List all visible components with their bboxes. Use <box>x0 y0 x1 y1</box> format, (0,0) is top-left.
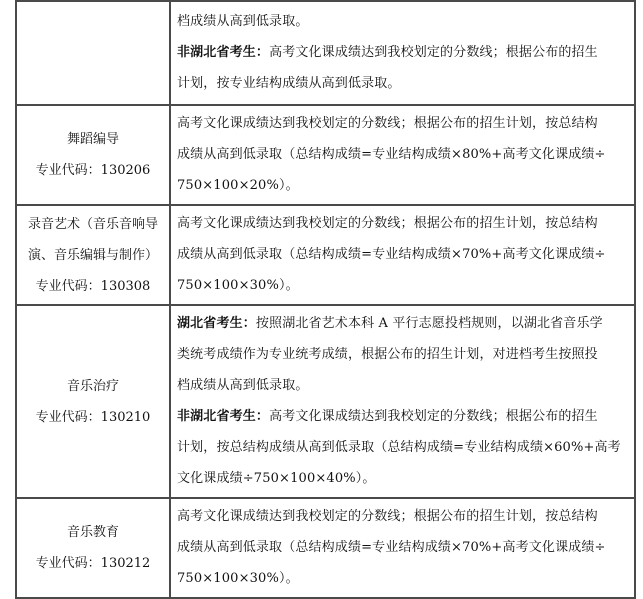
major-name-cell <box>16 498 170 598</box>
table-row <box>16 205 635 305</box>
major-name-line: 音乐教育 <box>66 525 119 540</box>
rule-text: 成绩从高到低录取（总结构成绩=专业结构成绩×80%+高考文化课成绩÷ <box>177 147 606 162</box>
rule-text: 成绩从高到低录取（总结构成绩=专业结构成绩×70%+高考文化课成绩÷ <box>177 540 606 555</box>
major-name-cell <box>16 1 170 105</box>
major-name-cell <box>16 305 170 498</box>
rule-text-line <box>177 37 631 68</box>
major-name-cell <box>16 205 170 305</box>
rule-text-line <box>177 532 631 563</box>
rule-text-line <box>177 308 631 339</box>
rule-text: 750×100×30%）。 <box>177 571 299 586</box>
rule-text-line <box>177 208 631 239</box>
table-body <box>16 1 635 598</box>
rule-text-line <box>177 6 631 37</box>
candidate-type-label: 非湖北省考生： <box>177 45 270 60</box>
rule-text-line <box>177 432 631 463</box>
rule-text: 750×100×20%）。 <box>177 178 299 193</box>
table-row <box>16 498 635 598</box>
rule-text: 高考文化课成绩达到我校划定的分数线；根据公布的招生计划，按总结构 <box>177 216 598 231</box>
rule-text: 档成绩从高到低录取。 <box>177 378 309 393</box>
rule-text: 档成绩从高到低录取。 <box>177 14 309 29</box>
major-name-line: 音乐治疗 <box>66 378 119 394</box>
rule-text: 类统考成绩作为专业统考成绩，根据公布的招生计划，对进档考生按照投 <box>177 347 598 362</box>
rule-text-line <box>177 370 631 401</box>
major-name-cell <box>16 105 170 205</box>
admission-rules-table <box>15 0 636 599</box>
table-row <box>16 305 635 498</box>
rule-text-line <box>177 401 631 432</box>
rule-text: 文化课成绩÷750×100×40%）。 <box>177 471 376 486</box>
rule-text: 高考文化课成绩达到我校划定的分数线；根据公布的招生 <box>269 409 598 424</box>
rule-text-line <box>177 170 631 201</box>
major-name-line: 舞蹈编导 <box>66 132 119 147</box>
admission-rule-cell <box>170 205 635 305</box>
admission-rule-cell <box>170 498 635 598</box>
candidate-type-label: 湖北省考生： <box>177 316 256 331</box>
rule-text-line <box>177 270 631 301</box>
table-row <box>16 105 635 205</box>
major-name-line: 专业代码：130212 <box>35 556 151 571</box>
rule-text: 计划，按专业结构成绩从高到低录取。 <box>177 76 401 91</box>
rule-text: 高考文化课成绩达到我校划定的分数线；根据公布的招生计划，按总结构 <box>177 509 598 524</box>
major-name-line: 专业代码：130308 <box>35 278 151 294</box>
candidate-type-label: 非湖北省考生： <box>177 409 270 424</box>
rule-text-line <box>177 563 631 594</box>
rule-text: 高考文化课成绩达到我校划定的分数线；根据公布的招生计划，按总结构 <box>177 116 598 131</box>
admission-rule-cell <box>170 105 635 205</box>
admission-rule-cell <box>170 305 635 498</box>
rule-text: 高考文化课成绩达到我校划定的分数线；根据公布的招生 <box>269 45 598 60</box>
rule-text: 按照湖北省艺术本科 A 平行志愿投档规则，以湖北省音乐学 <box>255 316 603 331</box>
rule-text-line <box>177 339 631 370</box>
rule-text: 成绩从高到低录取（总结构成绩=专业结构成绩×70%+高考文化课成绩÷ <box>177 247 606 262</box>
major-name-line: 专业代码：130210 <box>35 409 151 425</box>
rule-text-line <box>177 139 631 170</box>
rule-text-line <box>177 463 631 494</box>
rule-text: 750×100×30%）。 <box>177 278 299 293</box>
rule-text-line <box>177 68 631 99</box>
major-name-line: 录音艺术（音乐音响导 <box>27 216 158 232</box>
rule-text: 计划，按总结构成绩从高到低录取（总结构成绩=专业结构成绩×60%+高考 <box>177 440 621 455</box>
rule-text-line <box>177 108 631 139</box>
major-name-line: 演、音乐编辑与制作） <box>27 247 158 263</box>
rule-text-line <box>177 239 631 270</box>
admission-rule-cell <box>170 1 635 105</box>
table-row <box>16 1 635 105</box>
rule-text-line <box>177 501 631 532</box>
major-name-line: 专业代码：130206 <box>35 163 151 178</box>
